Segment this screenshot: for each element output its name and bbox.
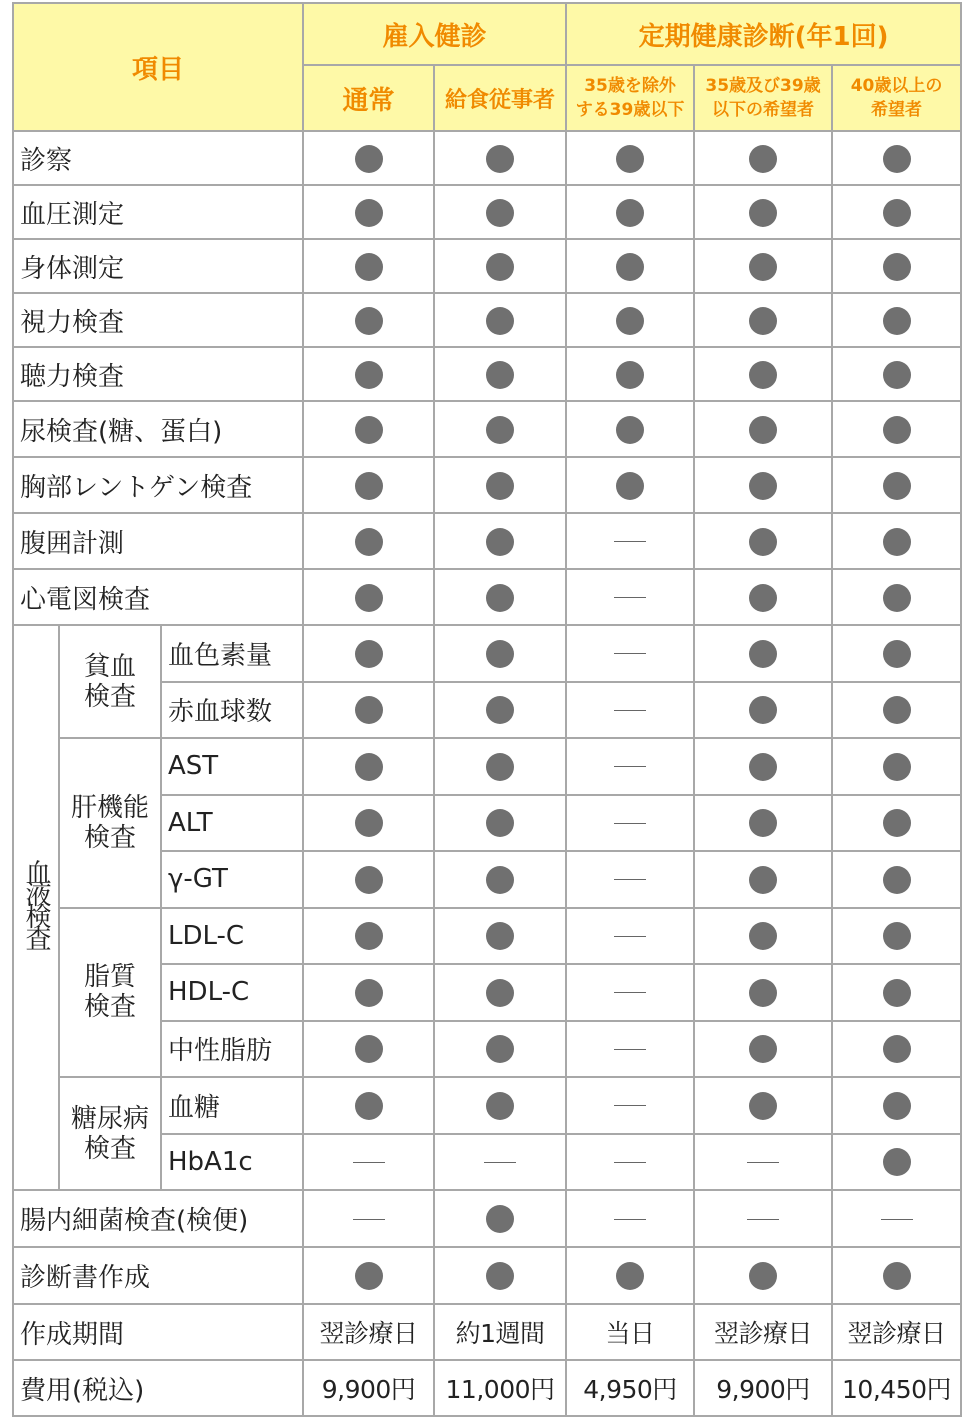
check-cell: [566, 738, 694, 795]
row-label: γ-GT: [161, 851, 303, 908]
included-mark: [355, 416, 383, 444]
row-label: LDL-C: [161, 908, 303, 965]
table-row: [13, 1190, 961, 1247]
included-mark: [355, 809, 383, 837]
included-mark: [883, 979, 911, 1007]
included-mark: [486, 640, 514, 668]
check-cell: [303, 682, 434, 739]
included-mark: [883, 253, 911, 281]
included-mark: [749, 145, 777, 173]
row-label: 診断書作成: [13, 1247, 303, 1304]
check-cell: [566, 131, 694, 185]
not-included-mark: [484, 1162, 516, 1163]
included-mark: [355, 753, 383, 781]
included-mark: [749, 922, 777, 950]
check-cell: [434, 1247, 566, 1304]
col-40plus-optional-header: 40歳以上の 希望者: [832, 65, 961, 131]
check-cell: [694, 964, 832, 1021]
col-food-worker-header: 給食従事者: [434, 65, 566, 131]
included-mark: [883, 1092, 911, 1120]
table-row: [13, 239, 961, 293]
blood-subcategory-label: 脂質 検査: [83, 962, 136, 1023]
included-mark: [749, 753, 777, 781]
included-mark: [883, 416, 911, 444]
check-cell: [832, 1190, 961, 1247]
check-cell: [694, 1021, 832, 1078]
col-35-39-optional-header: 35歳及び39歳 以下の希望者: [694, 65, 832, 131]
col-under39-excl35-header: 35歳を除外 する39歳以下: [566, 65, 694, 131]
check-cell: [434, 738, 566, 795]
col-normal-header: 通常: [303, 65, 434, 131]
included-mark: [883, 361, 911, 389]
check-cell: [434, 131, 566, 185]
included-mark: [616, 416, 644, 444]
check-cell: [303, 347, 434, 401]
check-cell: [566, 347, 694, 401]
value-cell: 当日: [566, 1304, 694, 1360]
included-mark: [883, 922, 911, 950]
check-cell: [303, 908, 434, 965]
included-mark: [616, 1262, 644, 1290]
check-cell: [566, 293, 694, 347]
not-included-mark: [614, 936, 646, 937]
item-header: 項目: [13, 3, 303, 131]
check-cell: [832, 1247, 961, 1304]
included-mark: [355, 528, 383, 556]
not-included-mark: [614, 1162, 646, 1163]
check-cell: [566, 1021, 694, 1078]
check-cell: [694, 457, 832, 513]
check-cell: [303, 795, 434, 852]
check-cell: [566, 457, 694, 513]
included-mark: [749, 1262, 777, 1290]
included-mark: [883, 307, 911, 335]
table-row: [13, 1360, 961, 1416]
included-mark: [883, 199, 911, 227]
check-cell: [434, 1190, 566, 1247]
included-mark: [355, 1262, 383, 1290]
check-cell: [434, 964, 566, 1021]
row-label: 中性脂肪: [161, 1021, 303, 1078]
table-row: [13, 457, 961, 513]
included-mark: [883, 640, 911, 668]
blood-subcategory: [59, 1077, 161, 1190]
included-mark: [616, 199, 644, 227]
blood-test-category: [13, 625, 59, 1190]
included-mark: [749, 199, 777, 227]
value-cell: 4,950円: [566, 1360, 694, 1416]
table-row: [13, 1077, 961, 1134]
check-cell: [434, 185, 566, 239]
not-included-mark: [614, 879, 646, 880]
check-cell: [303, 513, 434, 569]
row-label: 診察: [13, 131, 303, 185]
check-cell: [566, 239, 694, 293]
value-cell: 翌診療日: [303, 1304, 434, 1360]
row-label: 血糖: [161, 1077, 303, 1134]
included-mark: [486, 1262, 514, 1290]
check-cell: [434, 1077, 566, 1134]
included-mark: [486, 696, 514, 724]
check-cell: [566, 682, 694, 739]
check-cell: [303, 1247, 434, 1304]
row-label: 血色素量: [161, 625, 303, 682]
check-cell: [303, 1190, 434, 1247]
check-cell: [694, 293, 832, 347]
value-cell: 翌診療日: [832, 1304, 961, 1360]
included-mark: [355, 979, 383, 1007]
check-cell: [694, 795, 832, 852]
included-mark: [355, 640, 383, 668]
check-cell: [832, 401, 961, 457]
included-mark: [486, 145, 514, 173]
included-mark: [883, 1148, 911, 1176]
included-mark: [749, 1092, 777, 1120]
check-cell: [694, 239, 832, 293]
check-cell: [303, 625, 434, 682]
included-mark: [749, 361, 777, 389]
included-mark: [355, 472, 383, 500]
not-included-mark: [747, 1219, 779, 1220]
check-cell: [566, 401, 694, 457]
row-label: 赤血球数: [161, 682, 303, 739]
value-cell: 約1週間: [434, 1304, 566, 1360]
check-cell: [832, 1021, 961, 1078]
not-included-mark: [747, 1162, 779, 1163]
included-mark: [486, 1092, 514, 1120]
check-cell: [832, 1134, 961, 1191]
included-mark: [749, 809, 777, 837]
not-included-mark: [353, 1219, 385, 1220]
included-mark: [486, 866, 514, 894]
check-cell: [303, 1077, 434, 1134]
included-mark: [355, 866, 383, 894]
table-header: [13, 3, 961, 131]
included-mark: [355, 584, 383, 612]
check-cell: [694, 401, 832, 457]
check-cell: [566, 185, 694, 239]
included-mark: [355, 922, 383, 950]
row-label: 腸内細菌検査(検便): [13, 1190, 303, 1247]
included-mark: [355, 199, 383, 227]
row-label: 聴力検査: [13, 347, 303, 401]
check-cell: [832, 964, 961, 1021]
check-cell: [303, 1021, 434, 1078]
included-mark: [486, 528, 514, 556]
included-mark: [749, 253, 777, 281]
table-row: [13, 401, 961, 457]
check-cell: [303, 239, 434, 293]
blood-subcategory-label: 肝機能 検査: [70, 792, 149, 853]
check-cell: [832, 513, 961, 569]
included-mark: [749, 416, 777, 444]
check-cell: [303, 185, 434, 239]
table-row: [13, 908, 961, 965]
blood-subcategory: [59, 625, 161, 738]
check-cell: [303, 401, 434, 457]
check-cell: [694, 738, 832, 795]
not-included-mark: [353, 1162, 385, 1163]
included-mark: [616, 307, 644, 335]
check-cell: [303, 457, 434, 513]
not-included-mark: [614, 1219, 646, 1220]
included-mark: [883, 809, 911, 837]
periodic-checkup-header: 定期健康診断(年1回): [566, 3, 961, 65]
check-cell: [832, 131, 961, 185]
not-included-mark: [614, 653, 646, 654]
row-label: HDL-C: [161, 964, 303, 1021]
included-mark: [486, 361, 514, 389]
table-row: [13, 513, 961, 569]
check-cell: [303, 293, 434, 347]
value-cell: 11,000円: [434, 1360, 566, 1416]
check-cell: [303, 851, 434, 908]
check-cell: [694, 347, 832, 401]
check-cell: [303, 569, 434, 625]
included-mark: [749, 979, 777, 1007]
check-cell: [694, 625, 832, 682]
table-row: [13, 625, 961, 682]
value-cell: 10,450円: [832, 1360, 961, 1416]
not-included-mark: [614, 823, 646, 824]
check-cell: [832, 738, 961, 795]
check-cell: [434, 569, 566, 625]
check-cell: [694, 131, 832, 185]
included-mark: [486, 979, 514, 1007]
check-cell: [566, 1077, 694, 1134]
included-mark: [883, 1262, 911, 1290]
table-row: [13, 1247, 961, 1304]
check-cell: [434, 513, 566, 569]
blood-subcategory-label: 糖尿病 検査: [70, 1103, 149, 1164]
check-cell: [566, 908, 694, 965]
check-cell: [694, 569, 832, 625]
row-label: AST: [161, 738, 303, 795]
row-label: 心電図検査: [13, 569, 303, 625]
not-included-mark: [614, 541, 646, 542]
not-included-mark: [614, 1105, 646, 1106]
row-label: 視力検査: [13, 293, 303, 347]
check-cell: [566, 625, 694, 682]
check-cell: [694, 851, 832, 908]
check-cell: [434, 457, 566, 513]
check-cell: [832, 682, 961, 739]
check-cell: [303, 964, 434, 1021]
included-mark: [883, 753, 911, 781]
check-cell: [694, 1077, 832, 1134]
included-mark: [486, 472, 514, 500]
check-cell: [434, 851, 566, 908]
included-mark: [486, 922, 514, 950]
included-mark: [883, 1035, 911, 1063]
not-included-mark: [881, 1219, 913, 1220]
row-label: 身体測定: [13, 239, 303, 293]
check-cell: [832, 569, 961, 625]
included-mark: [355, 307, 383, 335]
check-cell: [566, 1134, 694, 1191]
included-mark: [883, 584, 911, 612]
included-mark: [749, 472, 777, 500]
included-mark: [486, 416, 514, 444]
check-cell: [832, 293, 961, 347]
row-label: 血圧測定: [13, 185, 303, 239]
hire-checkup-header: 雇入健診: [303, 3, 566, 65]
included-mark: [883, 145, 911, 173]
table-row: [13, 1304, 961, 1360]
check-cell: [566, 569, 694, 625]
check-cell: [566, 1190, 694, 1247]
not-included-mark: [614, 766, 646, 767]
check-cell: [566, 795, 694, 852]
included-mark: [749, 528, 777, 556]
included-mark: [355, 145, 383, 173]
check-cell: [694, 682, 832, 739]
row-label: 胸部レントゲン検査: [13, 457, 303, 513]
check-cell: [694, 513, 832, 569]
blood-subcategory-label: 貧血 検査: [83, 651, 136, 712]
check-cell: [694, 1190, 832, 1247]
row-label: 尿検査(糖、蛋白): [13, 401, 303, 457]
included-mark: [749, 866, 777, 894]
check-cell: [434, 293, 566, 347]
included-mark: [749, 640, 777, 668]
check-cell: [832, 185, 961, 239]
row-label: 費用(税込): [13, 1360, 303, 1416]
included-mark: [616, 361, 644, 389]
included-mark: [616, 253, 644, 281]
check-cell: [832, 908, 961, 965]
check-cell: [832, 457, 961, 513]
included-mark: [486, 753, 514, 781]
table-row: [13, 738, 961, 795]
included-mark: [355, 361, 383, 389]
check-cell: [832, 1077, 961, 1134]
included-mark: [749, 584, 777, 612]
included-mark: [883, 472, 911, 500]
row-label: HbA1c: [161, 1134, 303, 1191]
included-mark: [486, 1205, 514, 1233]
check-cell: [434, 401, 566, 457]
check-cell: [832, 851, 961, 908]
check-cell: [434, 908, 566, 965]
table-row: [13, 569, 961, 625]
included-mark: [486, 307, 514, 335]
not-included-mark: [614, 597, 646, 598]
included-mark: [883, 528, 911, 556]
check-cell: [434, 682, 566, 739]
row-label: 作成期間: [13, 1304, 303, 1360]
included-mark: [616, 145, 644, 173]
not-included-mark: [614, 710, 646, 711]
included-mark: [749, 1035, 777, 1063]
check-cell: [694, 1134, 832, 1191]
check-cell: [303, 738, 434, 795]
check-cell: [832, 239, 961, 293]
check-cell: [832, 795, 961, 852]
table-row: [13, 185, 961, 239]
included-mark: [616, 472, 644, 500]
check-cell: [434, 1134, 566, 1191]
included-mark: [486, 584, 514, 612]
check-cell: [694, 1247, 832, 1304]
check-cell: [434, 625, 566, 682]
included-mark: [749, 307, 777, 335]
check-cell: [694, 185, 832, 239]
check-cell: [566, 964, 694, 1021]
check-cell: [434, 347, 566, 401]
check-cell: [832, 347, 961, 401]
check-cell: [303, 131, 434, 185]
check-cell: [434, 795, 566, 852]
check-cell: [694, 908, 832, 965]
not-included-mark: [614, 1049, 646, 1050]
included-mark: [486, 809, 514, 837]
check-cell: [434, 239, 566, 293]
included-mark: [749, 696, 777, 724]
included-mark: [486, 253, 514, 281]
included-mark: [355, 1035, 383, 1063]
check-cell: [303, 1134, 434, 1191]
blood-test-label: 血液検査: [21, 858, 51, 947]
check-cell: [566, 1247, 694, 1304]
check-cell: [566, 851, 694, 908]
blood-subcategory: [59, 908, 161, 1078]
blood-subcategory: [59, 738, 161, 908]
included-mark: [883, 866, 911, 894]
table-row: [13, 293, 961, 347]
included-mark: [486, 1035, 514, 1063]
table-body: [13, 131, 961, 1416]
check-cell: [566, 513, 694, 569]
value-cell: 9,900円: [303, 1360, 434, 1416]
included-mark: [355, 253, 383, 281]
not-included-mark: [614, 992, 646, 993]
table-row: [13, 347, 961, 401]
included-mark: [486, 199, 514, 227]
check-cell: [832, 625, 961, 682]
value-cell: 9,900円: [694, 1360, 832, 1416]
included-mark: [355, 1092, 383, 1120]
value-cell: 翌診療日: [694, 1304, 832, 1360]
included-mark: [355, 696, 383, 724]
health-checkup-table: [12, 2, 962, 1417]
row-label: ALT: [161, 795, 303, 852]
table-row: [13, 131, 961, 185]
check-cell: [434, 1021, 566, 1078]
row-label: 腹囲計測: [13, 513, 303, 569]
included-mark: [883, 696, 911, 724]
